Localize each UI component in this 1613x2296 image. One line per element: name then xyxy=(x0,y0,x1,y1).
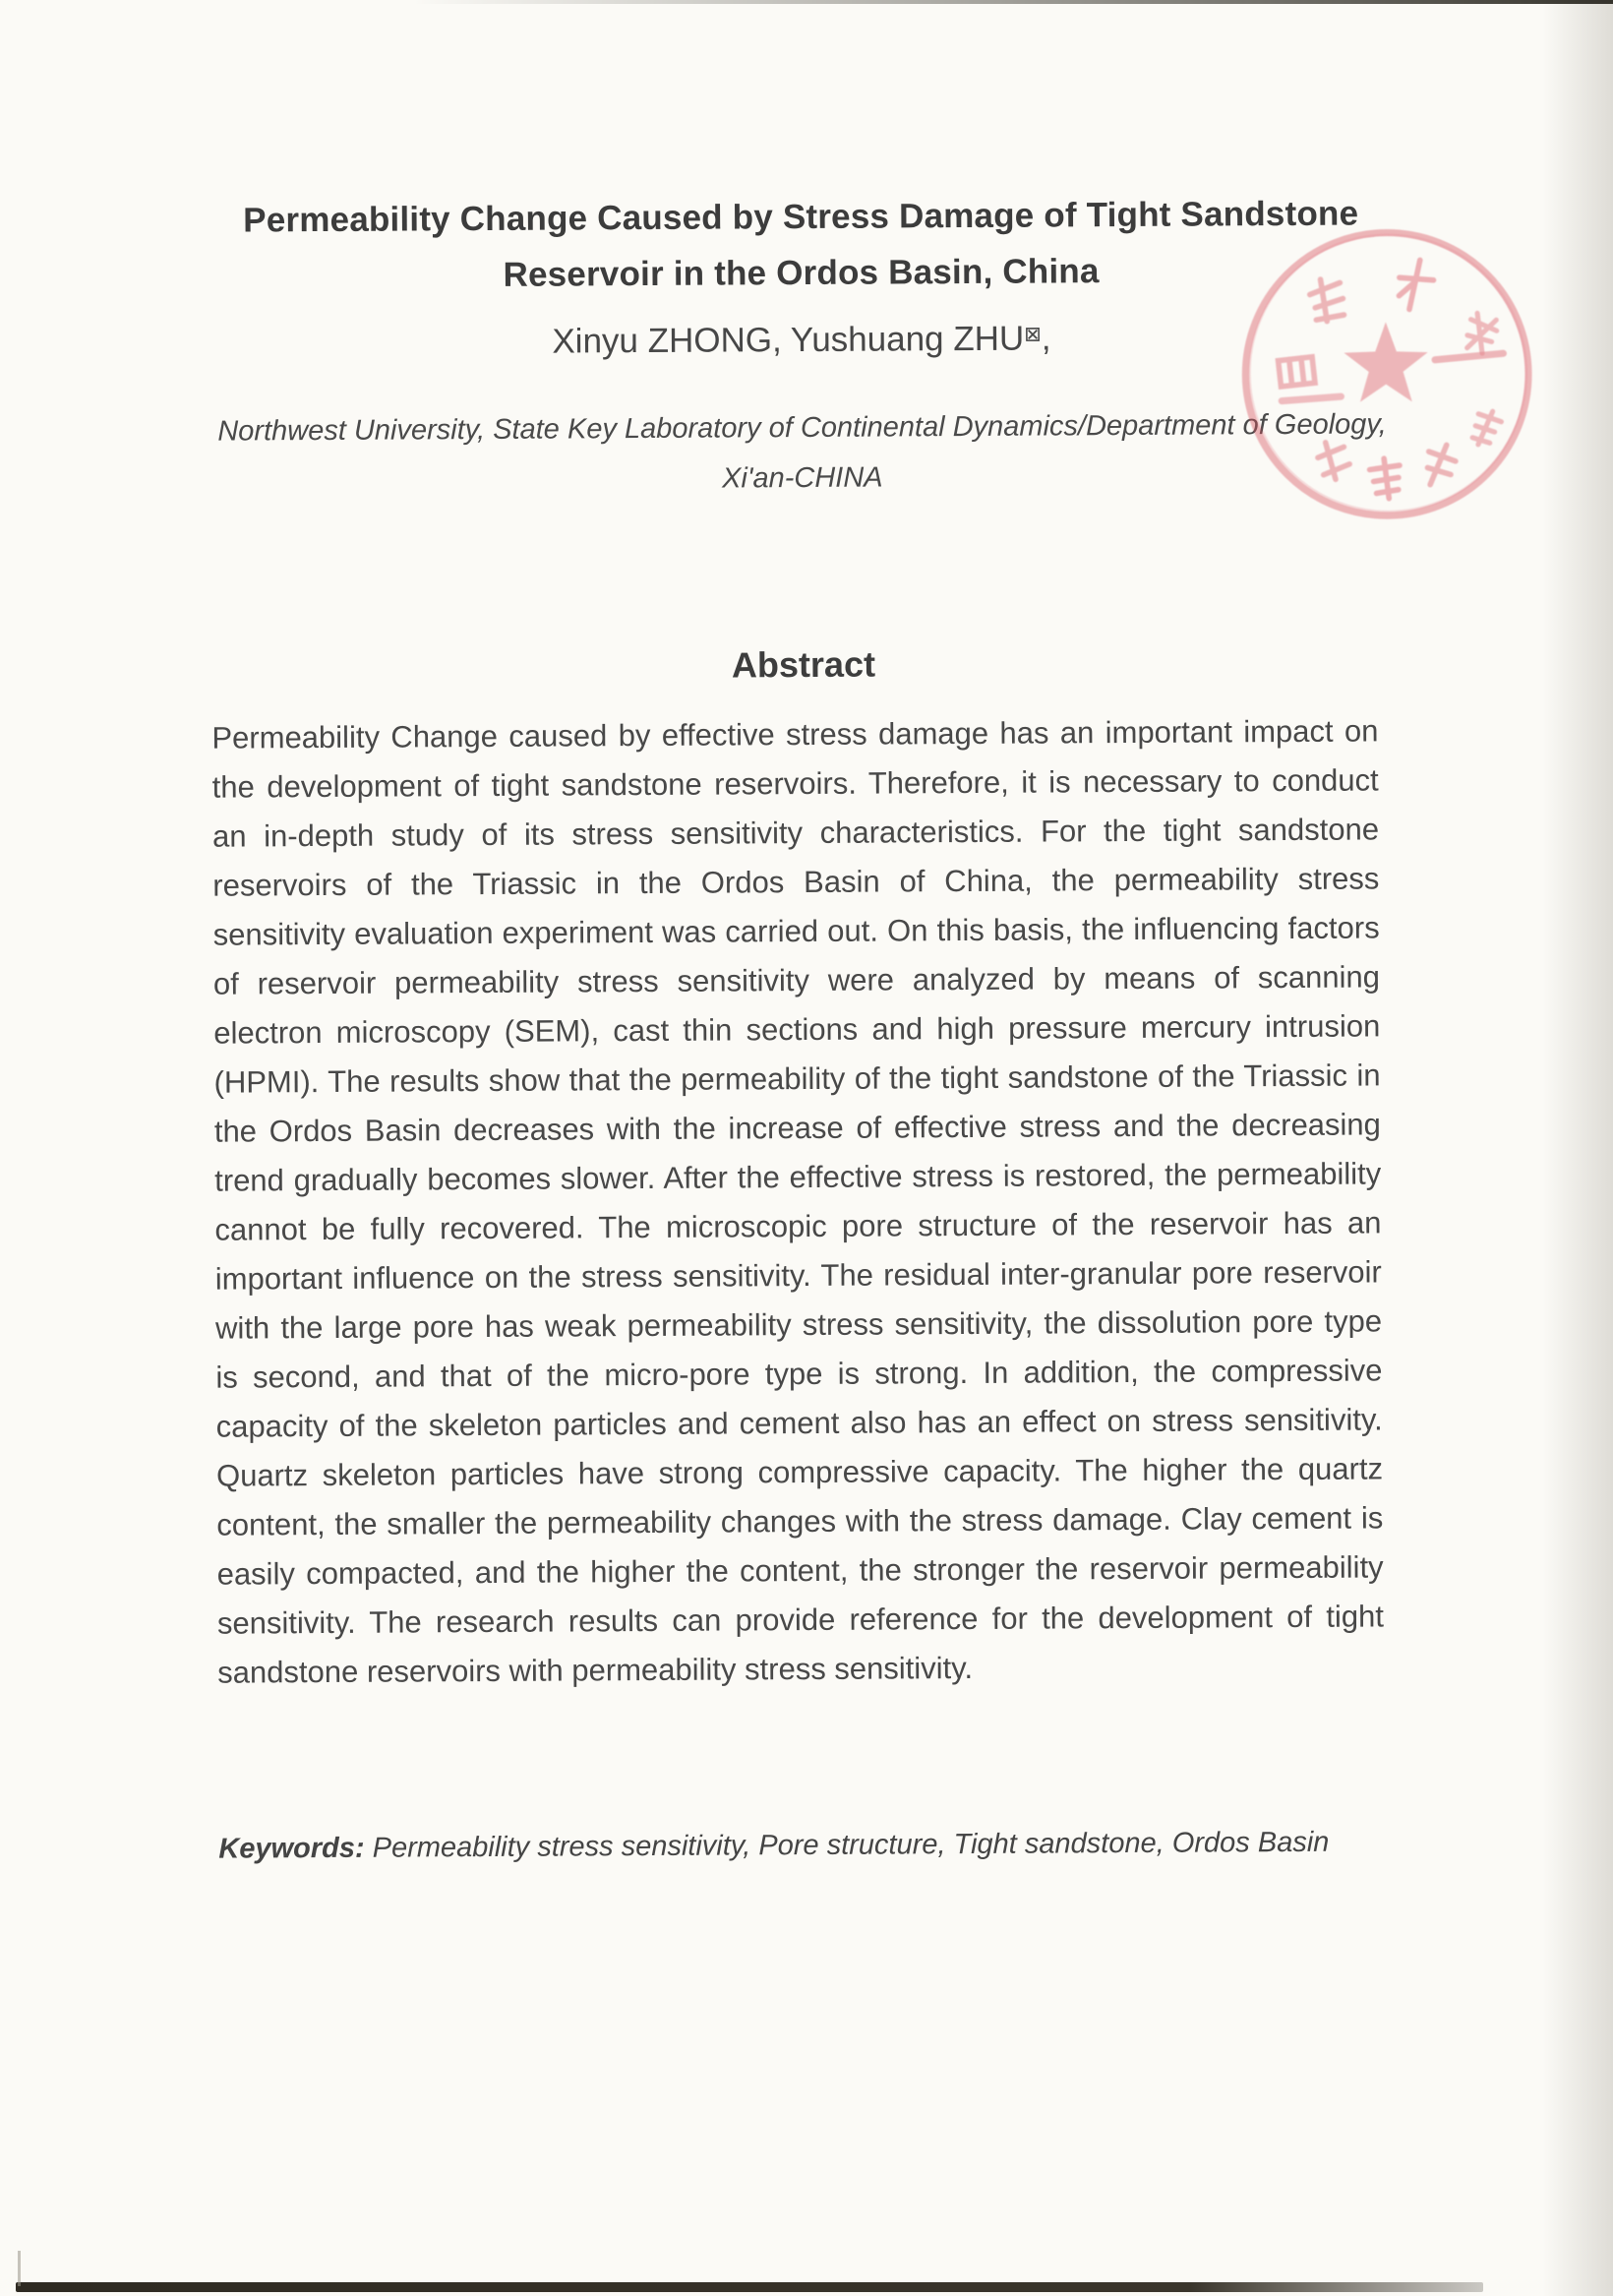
keywords-line xyxy=(218,1826,1458,1866)
star-icon xyxy=(1344,322,1428,402)
keywords-label: Keywords: xyxy=(218,1832,365,1865)
seal-character-glyph xyxy=(1462,312,1500,355)
university-seal-stamp xyxy=(1235,222,1538,525)
seal-character-glyph xyxy=(1307,275,1348,325)
seal-dash-right xyxy=(1435,353,1503,360)
author-names: Xinyu ZHONG, Yushuang ZHU xyxy=(552,319,1025,361)
seal-character-glyph xyxy=(1396,258,1436,312)
scan-edge-artifact-bottom xyxy=(16,2282,1483,2292)
author-line-suffix: , xyxy=(1041,319,1051,358)
seal-character-glyph xyxy=(1422,442,1459,489)
abstract-text: Permeability Change caused by effective stress damage has an important impact on the development of tight sandstone reservoirs. Therefore, it is necessary to conduct an in-depth study of its stress sensitivity characteristics. For the tight sandstone reservoirs of the Triassic in the Ordos Basin of China, the permeability stress sensitivity evaluation experiment was carried out. On this basis, the influencing factors of reservoir permeability stress sensitivity were analyzed by means of scanning electron microscopy (SEM), cast thin sections and high pressure mercury intrusion (HPMI). The results show that the permeability of the tight sandstone of the Triassic in the Ordos Basin decreases with the increase of effective stress and the decreasing trend gradually becomes slower. After the effective stress is restored, the permeability cannot be fully recovered. The microscopic pore structure of the reservoir has an important influence on the stress sensitivity. The residual inter-granular pore reservoir with the large pore has weak permeability stress sensitivity, the dissolution pore type is second, and that of the micro-pore type is strong. In addition, the compressive capacity of the skeleton particles and cement also has an effect on stress sensitivity. Quartz skeleton particles have strong compressive capacity. The higher the quartz content, the smaller the permeability changes with the stress damage. Clay cement is easily compacted, and the higher the content, the stronger the reservoir permeability sensitivity. The research results can provide reference for the development of tight sandstone reservoirs with permeability stress sensitivity. xyxy=(211,713,1385,1690)
seal-dash-left xyxy=(1282,396,1341,400)
abstract-heading: Abstract xyxy=(731,643,876,686)
paper-title-line1: Permeability Change Caused by Stress Damage of Tight Sandstone xyxy=(243,194,1359,240)
seal-graphic xyxy=(1235,222,1538,525)
scan-edge-artifact-bottom-left xyxy=(18,2251,21,2286)
seal-character-glyph xyxy=(1314,438,1352,483)
affiliation-location: Xi'an-CHINA xyxy=(722,461,883,495)
seal-character-glyph xyxy=(1467,406,1504,449)
paper-title-line2: Reservoir in the Ordos Basin, China xyxy=(503,252,1100,294)
seal-character-glyph xyxy=(1369,457,1403,500)
affiliation-line: Northwest University, State Key Laboratory of Continental Dynamics/Department of Geology, xyxy=(217,408,1387,448)
seal-character-glyph xyxy=(1279,357,1315,387)
scan-edge-artifact-top xyxy=(413,0,1613,4)
keywords-text: Permeability stress sensitivity, Pore structure, Tight sandstone, Ordos Basin xyxy=(372,1826,1330,1864)
envelope-icon: ⊠ xyxy=(1024,323,1042,346)
